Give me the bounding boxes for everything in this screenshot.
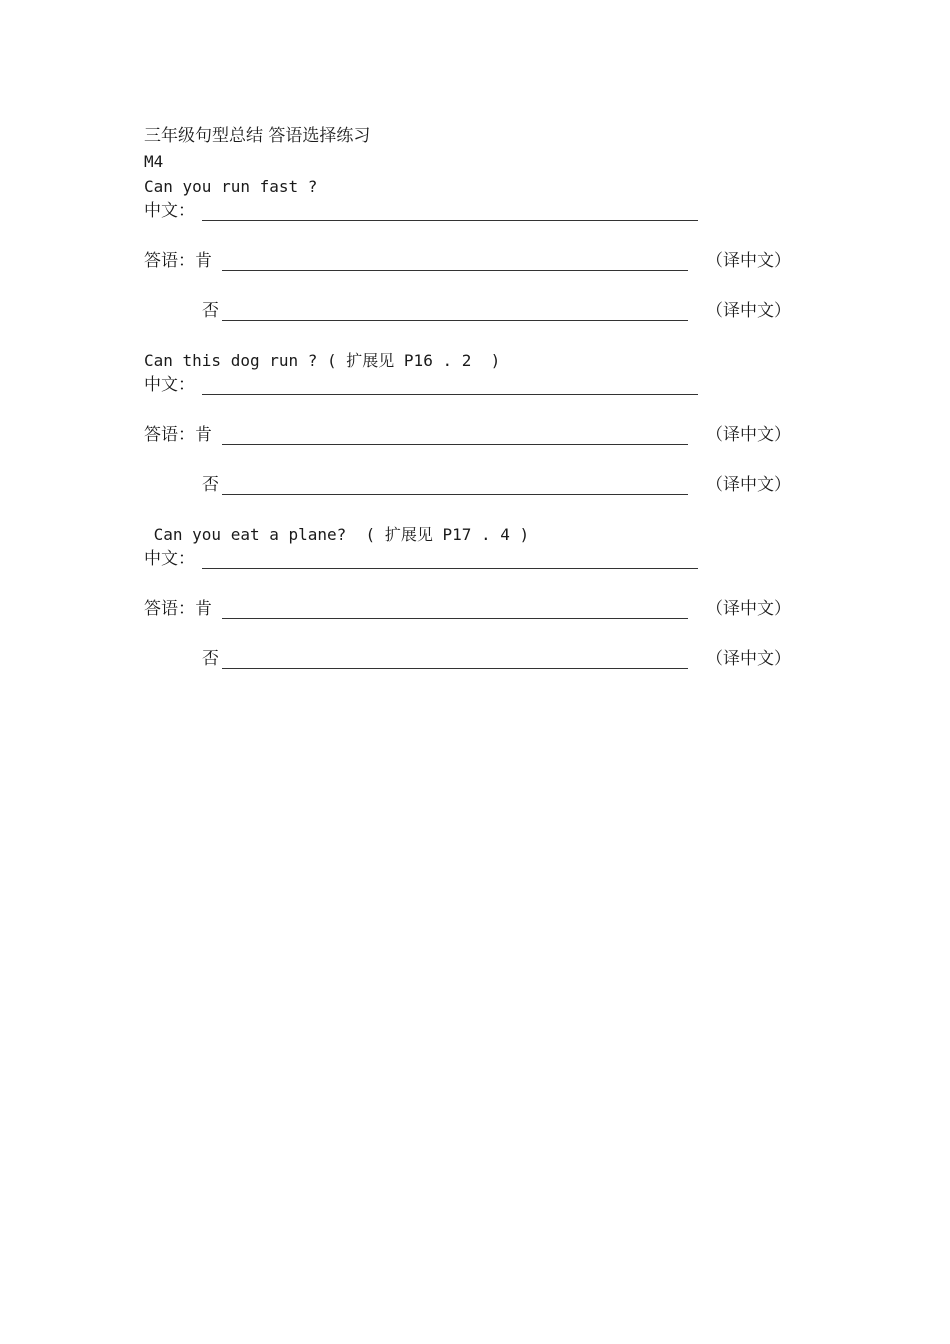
- question-text: Can this dog run ? ( 扩展见 P16 . 2 ): [144, 351, 501, 370]
- translate-hint: （译中文）: [706, 475, 791, 495]
- answer-yes-blank[interactable]: [222, 618, 688, 619]
- answer-yes-blank[interactable]: [222, 444, 688, 445]
- answer-yes-label: 答语：肯: [144, 425, 212, 445]
- question-text: Can you eat a plane? ( 扩展见 P17 . 4 ): [144, 525, 530, 544]
- chinese-label: 中文：: [144, 201, 195, 221]
- question-text: Can you run fast ?: [144, 177, 318, 196]
- chinese-answer-blank[interactable]: [202, 220, 698, 221]
- chinese-answer-blank[interactable]: [202, 568, 698, 569]
- answer-no-label: 否: [202, 301, 219, 321]
- translate-hint: （译中文）: [706, 649, 791, 669]
- chinese-label: 中文：: [144, 549, 195, 569]
- answer-no-label: 否: [202, 649, 219, 669]
- module-label: M4: [144, 152, 164, 171]
- answer-no-label: 否: [202, 475, 219, 495]
- translate-hint: （译中文）: [706, 425, 791, 445]
- chinese-answer-blank[interactable]: [202, 394, 698, 395]
- translate-hint: （译中文）: [706, 301, 791, 321]
- answer-yes-label: 答语：肯: [144, 251, 212, 271]
- chinese-label: 中文：: [144, 375, 195, 395]
- answer-yes-blank[interactable]: [222, 270, 688, 271]
- answer-no-blank[interactable]: [222, 320, 688, 321]
- worksheet-title: 三年级句型总结 答语选择练习: [144, 126, 371, 146]
- answer-no-blank[interactable]: [222, 668, 688, 669]
- answer-no-blank[interactable]: [222, 494, 688, 495]
- translate-hint: （译中文）: [706, 251, 791, 271]
- translate-hint: （译中文）: [706, 599, 791, 619]
- answer-yes-label: 答语：肯: [144, 599, 212, 619]
